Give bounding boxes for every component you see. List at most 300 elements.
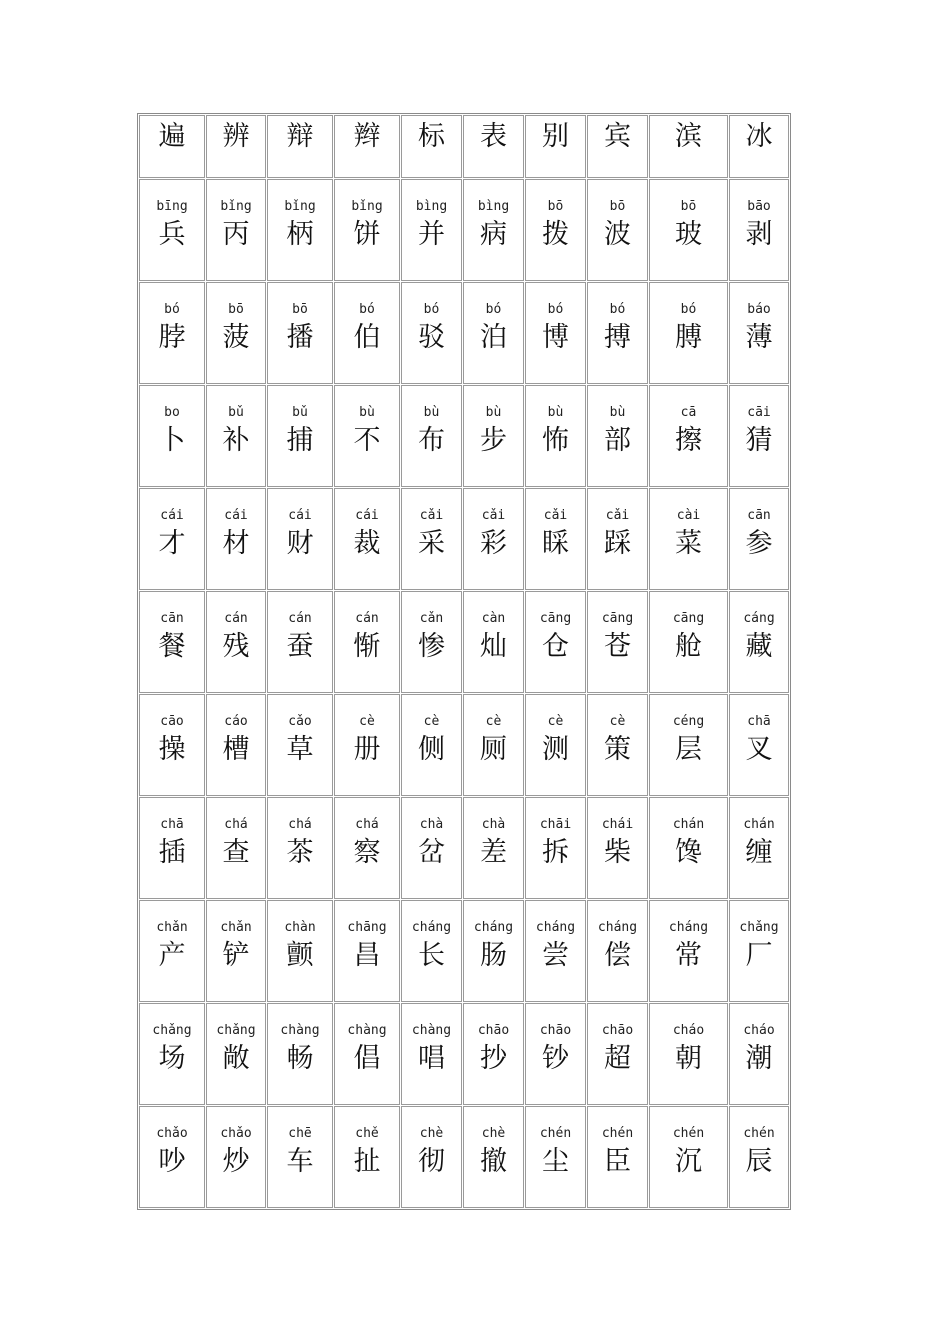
hanzi: 才 bbox=[158, 528, 186, 559]
pinyin: chě bbox=[355, 1126, 379, 1141]
pinyin: chē bbox=[288, 1126, 312, 1141]
table-row bbox=[139, 797, 789, 899]
hanzi: 睬 bbox=[542, 528, 569, 559]
hanzi: 参 bbox=[745, 528, 773, 559]
hanzi: 草 bbox=[286, 734, 314, 765]
character-cell bbox=[206, 488, 266, 590]
character-cell bbox=[267, 591, 333, 693]
hanzi: 辨 bbox=[222, 121, 250, 152]
pinyin: chǎo bbox=[156, 1126, 188, 1141]
pinyin: cè bbox=[485, 714, 502, 729]
hanzi: 册 bbox=[353, 734, 381, 765]
hanzi: 扯 bbox=[353, 1146, 381, 1177]
pinyin: bō bbox=[609, 199, 626, 214]
pinyin: cè bbox=[609, 714, 626, 729]
hanzi: 沉 bbox=[675, 1146, 702, 1177]
hanzi: 卜 bbox=[158, 425, 186, 456]
character-cell bbox=[267, 1106, 333, 1208]
character-cell bbox=[463, 797, 524, 899]
pinyin: báo bbox=[747, 302, 771, 317]
character-cell bbox=[649, 1003, 728, 1105]
hanzi: 潮 bbox=[745, 1043, 773, 1074]
pinyin: cáo bbox=[224, 714, 248, 729]
pinyin: chá bbox=[288, 817, 312, 832]
hanzi: 藏 bbox=[745, 631, 773, 662]
character-cell bbox=[587, 282, 648, 384]
pinyin: chén bbox=[672, 1126, 705, 1141]
character-cell bbox=[729, 282, 789, 384]
pinyin: chái bbox=[601, 817, 634, 832]
character-cell bbox=[649, 282, 728, 384]
character-cell bbox=[463, 488, 524, 590]
pinyin: cháo bbox=[743, 1023, 775, 1038]
character-cell bbox=[334, 115, 400, 178]
hanzi: 滨 bbox=[675, 121, 702, 152]
hanzi: 脖 bbox=[158, 322, 186, 353]
pinyin: chāng bbox=[347, 920, 387, 935]
character-cell bbox=[729, 179, 789, 281]
pinyin: cān bbox=[160, 611, 184, 626]
pinyin: cāi bbox=[747, 405, 771, 420]
pinyin: chǎng bbox=[152, 1023, 192, 1038]
character-cell bbox=[729, 797, 789, 899]
hanzi: 菠 bbox=[222, 322, 250, 353]
pinyin: bù bbox=[547, 405, 564, 420]
pinyin: cái bbox=[288, 508, 312, 523]
pinyin: chè bbox=[419, 1126, 444, 1141]
pinyin: bó bbox=[164, 302, 180, 317]
pinyin: chén bbox=[743, 1126, 775, 1141]
pinyin: bǐng bbox=[284, 199, 316, 214]
character-cell bbox=[463, 179, 524, 281]
pinyin: bǐng bbox=[351, 199, 383, 214]
table-row bbox=[139, 488, 789, 590]
hanzi: 不 bbox=[353, 425, 381, 456]
hanzi: 泊 bbox=[480, 322, 507, 353]
pinyin: cái bbox=[355, 508, 379, 523]
character-cell bbox=[401, 1106, 462, 1208]
character-cell bbox=[587, 900, 648, 1002]
character-cell bbox=[139, 900, 205, 1002]
hanzi: 层 bbox=[675, 734, 702, 765]
character-cell bbox=[267, 1003, 333, 1105]
character-cell bbox=[206, 694, 266, 796]
pinyin: chè bbox=[481, 1126, 506, 1141]
character-cell bbox=[649, 179, 728, 281]
character-cell bbox=[587, 1106, 648, 1208]
hanzi: 惨 bbox=[418, 631, 445, 662]
pinyin: bó bbox=[680, 302, 697, 317]
character-cell bbox=[139, 797, 205, 899]
hanzi: 朝 bbox=[675, 1043, 702, 1074]
table-row bbox=[139, 900, 789, 1002]
hanzi: 辫 bbox=[353, 121, 381, 152]
hanzi: 车 bbox=[286, 1146, 314, 1177]
hanzi: 仓 bbox=[542, 631, 569, 662]
character-cell bbox=[649, 694, 728, 796]
hanzi: 昌 bbox=[353, 940, 381, 971]
character-cell bbox=[463, 900, 524, 1002]
character-cell bbox=[334, 900, 400, 1002]
pinyin: cán bbox=[224, 611, 248, 626]
table-row bbox=[139, 179, 789, 281]
pinyin: cāo bbox=[160, 714, 184, 729]
hanzi: 倡 bbox=[353, 1043, 381, 1074]
table-row bbox=[139, 282, 789, 384]
pinyin: cán bbox=[288, 611, 312, 626]
pinyin: bìng bbox=[415, 199, 448, 214]
pinyin: cǎi bbox=[605, 508, 630, 523]
hanzi: 膊 bbox=[675, 322, 702, 353]
character-cell bbox=[649, 115, 728, 178]
hanzi: 拨 bbox=[542, 219, 569, 250]
pinyin: cái bbox=[224, 508, 248, 523]
hanzi: 馋 bbox=[675, 837, 702, 868]
hanzi: 剥 bbox=[745, 219, 773, 250]
character-cell bbox=[525, 1106, 586, 1208]
character-cell bbox=[649, 797, 728, 899]
hanzi: 驳 bbox=[418, 322, 445, 353]
hanzi: 丙 bbox=[222, 219, 250, 250]
hanzi: 怖 bbox=[542, 425, 569, 456]
pinyin: bō bbox=[547, 199, 564, 214]
character-cell bbox=[401, 115, 462, 178]
character-cell bbox=[649, 591, 728, 693]
hanzi: 辰 bbox=[745, 1146, 773, 1177]
pinyin: bù bbox=[485, 405, 502, 420]
character-cell bbox=[139, 115, 205, 178]
hanzi: 岔 bbox=[418, 837, 445, 868]
character-cell bbox=[729, 385, 789, 487]
pinyin: cāng bbox=[539, 611, 572, 626]
hanzi: 测 bbox=[542, 734, 569, 765]
pinyin: cài bbox=[676, 508, 701, 523]
character-cell bbox=[267, 115, 333, 178]
character-cell bbox=[525, 488, 586, 590]
pinyin: bó bbox=[609, 302, 626, 317]
hanzi: 长 bbox=[418, 940, 445, 971]
hanzi: 遍 bbox=[158, 121, 186, 152]
character-cell bbox=[139, 282, 205, 384]
hanzi: 槽 bbox=[222, 734, 250, 765]
character-cell bbox=[729, 488, 789, 590]
character-cell bbox=[401, 385, 462, 487]
character-cell bbox=[649, 1106, 728, 1208]
hanzi: 标 bbox=[418, 121, 445, 152]
hanzi: 颤 bbox=[286, 940, 314, 971]
hanzi: 表 bbox=[480, 121, 507, 152]
hanzi: 菜 bbox=[675, 528, 702, 559]
hanzi: 伯 bbox=[353, 322, 381, 353]
hanzi: 布 bbox=[418, 425, 445, 456]
hanzi: 蚕 bbox=[286, 631, 314, 662]
hanzi: 薄 bbox=[745, 322, 773, 353]
character-cell bbox=[587, 488, 648, 590]
pinyin: chāo bbox=[477, 1023, 510, 1038]
character-cell bbox=[401, 488, 462, 590]
character-cell bbox=[525, 694, 586, 796]
character-cell bbox=[206, 282, 266, 384]
hanzi: 钞 bbox=[542, 1043, 569, 1074]
character-cell bbox=[139, 179, 205, 281]
pinyin: cāng bbox=[601, 611, 634, 626]
pinyin: chàng bbox=[280, 1023, 320, 1038]
pinyin: cán bbox=[355, 611, 379, 626]
pinyin: cǎi bbox=[543, 508, 568, 523]
hanzi: 厕 bbox=[480, 734, 507, 765]
hanzi: 播 bbox=[286, 322, 314, 353]
hanzi: 臣 bbox=[604, 1146, 631, 1177]
hanzi: 拆 bbox=[542, 837, 569, 868]
hanzi: 偿 bbox=[604, 940, 631, 971]
pinyin: céng bbox=[672, 714, 705, 729]
pinyin: cǎi bbox=[419, 508, 444, 523]
hanzi: 柄 bbox=[286, 219, 314, 250]
character-cell bbox=[139, 694, 205, 796]
character-cell bbox=[334, 591, 400, 693]
hanzi: 苍 bbox=[604, 631, 631, 662]
hanzi: 冰 bbox=[745, 121, 773, 152]
character-cell bbox=[729, 1003, 789, 1105]
pinyin: chà bbox=[481, 817, 506, 832]
character-cell bbox=[463, 1106, 524, 1208]
pinyin: cháng bbox=[597, 920, 638, 935]
pinyin: bù bbox=[609, 405, 626, 420]
character-cell bbox=[587, 591, 648, 693]
character-cell bbox=[525, 900, 586, 1002]
character-cell bbox=[334, 488, 400, 590]
hanzi: 采 bbox=[418, 528, 445, 559]
hanzi: 尘 bbox=[542, 1146, 569, 1177]
hanzi: 病 bbox=[480, 219, 507, 250]
character-cell bbox=[649, 385, 728, 487]
character-cell bbox=[334, 179, 400, 281]
hanzi: 财 bbox=[286, 528, 314, 559]
character-cell bbox=[267, 488, 333, 590]
pinyin: cǎi bbox=[481, 508, 506, 523]
pinyin: cān bbox=[747, 508, 771, 523]
hanzi: 捕 bbox=[286, 425, 314, 456]
pinyin: bó bbox=[485, 302, 502, 317]
pinyin: chǎng bbox=[739, 920, 779, 935]
hanzi: 铲 bbox=[222, 940, 250, 971]
character-cell bbox=[463, 282, 524, 384]
pinyin: cāng bbox=[672, 611, 705, 626]
pinyin: chǎng bbox=[216, 1023, 256, 1038]
character-cell bbox=[206, 1106, 266, 1208]
character-cell bbox=[587, 385, 648, 487]
table-row-header bbox=[139, 115, 789, 178]
hanzi: 并 bbox=[418, 219, 445, 250]
pinyin: bǐng bbox=[220, 199, 252, 214]
hanzi: 残 bbox=[222, 631, 250, 662]
character-cell bbox=[463, 115, 524, 178]
pinyin: chàn bbox=[284, 920, 316, 935]
pinyin: cháng bbox=[411, 920, 452, 935]
pinyin: bāo bbox=[747, 199, 771, 214]
character-cell bbox=[587, 179, 648, 281]
character-cell bbox=[729, 591, 789, 693]
hanzi: 敞 bbox=[222, 1043, 250, 1074]
hanzi: 缠 bbox=[745, 837, 773, 868]
hanzi: 尝 bbox=[542, 940, 569, 971]
pinyin: chén bbox=[539, 1126, 572, 1141]
hanzi: 彻 bbox=[418, 1146, 445, 1177]
character-cell bbox=[206, 797, 266, 899]
character-cell bbox=[267, 385, 333, 487]
character-cell bbox=[206, 115, 266, 178]
hanzi: 波 bbox=[604, 219, 631, 250]
hanzi: 叉 bbox=[745, 734, 773, 765]
pinyin: cè bbox=[547, 714, 564, 729]
character-cell bbox=[139, 591, 205, 693]
pinyin: chāi bbox=[539, 817, 572, 832]
character-cell bbox=[267, 694, 333, 796]
hanzi: 宾 bbox=[604, 121, 631, 152]
character-cell bbox=[334, 282, 400, 384]
hanzi: 猜 bbox=[745, 425, 773, 456]
character-cell bbox=[206, 591, 266, 693]
pinyin: cháo bbox=[672, 1023, 705, 1038]
pinyin: bǔ bbox=[292, 405, 308, 420]
pinyin: chā bbox=[160, 817, 184, 832]
character-cell bbox=[525, 282, 586, 384]
pinyin: chàng bbox=[411, 1023, 452, 1038]
character-cell bbox=[729, 1106, 789, 1208]
table-row bbox=[139, 1106, 789, 1208]
hanzi: 部 bbox=[604, 425, 631, 456]
character-cell bbox=[649, 488, 728, 590]
hanzi: 场 bbox=[158, 1043, 186, 1074]
pinyin: chǎn bbox=[220, 920, 252, 935]
character-cell bbox=[139, 1003, 205, 1105]
table-row bbox=[139, 591, 789, 693]
hanzi: 产 bbox=[158, 940, 186, 971]
character-cell bbox=[206, 900, 266, 1002]
pinyin: bó bbox=[423, 302, 440, 317]
character-cell bbox=[587, 115, 648, 178]
character-cell bbox=[401, 282, 462, 384]
character-cell bbox=[525, 115, 586, 178]
pinyin: cǎn bbox=[419, 611, 444, 626]
pinyin: bīng bbox=[156, 199, 188, 214]
pinyin: càn bbox=[481, 611, 506, 626]
pinyin: chén bbox=[601, 1126, 634, 1141]
table-row bbox=[139, 694, 789, 796]
pinyin: chāo bbox=[539, 1023, 572, 1038]
hanzi: 别 bbox=[542, 121, 569, 152]
hanzi: 吵 bbox=[158, 1146, 186, 1177]
character-cell bbox=[587, 1003, 648, 1105]
pinyin: bó bbox=[359, 302, 375, 317]
hanzi: 茶 bbox=[286, 837, 314, 868]
hanzi: 兵 bbox=[158, 219, 186, 250]
character-cell bbox=[401, 694, 462, 796]
character-cell bbox=[334, 1003, 400, 1105]
character-cell bbox=[729, 694, 789, 796]
hanzi: 察 bbox=[353, 837, 381, 868]
character-cell bbox=[401, 900, 462, 1002]
table-body bbox=[139, 115, 789, 1208]
pinyin: chá bbox=[355, 817, 379, 832]
pinyin: bù bbox=[359, 405, 375, 420]
hanzi: 踩 bbox=[604, 528, 631, 559]
character-cell bbox=[463, 1003, 524, 1105]
pinyin: cáng bbox=[743, 611, 775, 626]
hanzi: 裁 bbox=[353, 528, 381, 559]
character-cell bbox=[139, 1106, 205, 1208]
character-cell bbox=[649, 900, 728, 1002]
hanzi: 肠 bbox=[480, 940, 507, 971]
character-cell bbox=[729, 115, 789, 178]
pinyin: cháng bbox=[668, 920, 709, 935]
hanzi: 唱 bbox=[418, 1043, 445, 1074]
hanzi: 饼 bbox=[353, 219, 381, 250]
character-cell bbox=[206, 1003, 266, 1105]
hanzi: 畅 bbox=[286, 1043, 314, 1074]
hanzi: 彩 bbox=[480, 528, 507, 559]
character-cell bbox=[525, 179, 586, 281]
hanzi: 搏 bbox=[604, 322, 631, 353]
character-cell bbox=[729, 900, 789, 1002]
pinyin: bo bbox=[164, 405, 180, 420]
character-cell bbox=[401, 797, 462, 899]
hanzi: 玻 bbox=[675, 219, 702, 250]
pinyin: chā bbox=[747, 714, 771, 729]
hanzi: 材 bbox=[222, 528, 250, 559]
character-cell bbox=[334, 694, 400, 796]
character-cell bbox=[206, 385, 266, 487]
character-cell bbox=[525, 1003, 586, 1105]
character-cell bbox=[525, 385, 586, 487]
character-cell bbox=[139, 488, 205, 590]
pinyin: chāo bbox=[601, 1023, 634, 1038]
character-cell bbox=[463, 385, 524, 487]
pinyin: bù bbox=[423, 405, 440, 420]
character-cell bbox=[267, 179, 333, 281]
pinyin: chǎo bbox=[220, 1126, 252, 1141]
hanzi: 辩 bbox=[286, 121, 314, 152]
pinyin: chàng bbox=[347, 1023, 387, 1038]
character-cell bbox=[334, 797, 400, 899]
hanzi: 炒 bbox=[222, 1146, 250, 1177]
table-row bbox=[139, 385, 789, 487]
hanzi: 超 bbox=[604, 1043, 631, 1074]
hanzi: 差 bbox=[480, 837, 507, 868]
table-row bbox=[139, 1003, 789, 1105]
character-cell bbox=[463, 694, 524, 796]
character-cell bbox=[267, 282, 333, 384]
pinyin: cháng bbox=[535, 920, 576, 935]
pinyin: bǔ bbox=[228, 405, 244, 420]
hanzi: 厂 bbox=[745, 940, 773, 971]
hanzi: 餐 bbox=[158, 631, 186, 662]
character-cell bbox=[267, 900, 333, 1002]
pinyin: bìng bbox=[477, 199, 510, 214]
hanzi: 博 bbox=[542, 322, 569, 353]
pinyin: chán bbox=[672, 817, 705, 832]
hanzi: 撤 bbox=[480, 1146, 507, 1177]
pinyin: cǎo bbox=[288, 714, 312, 729]
character-cell bbox=[206, 179, 266, 281]
hanzi: 柴 bbox=[604, 837, 631, 868]
pinyin: bō bbox=[680, 199, 697, 214]
pinyin: cè bbox=[423, 714, 440, 729]
pinyin-character-table bbox=[137, 113, 791, 1210]
pinyin: chán bbox=[743, 817, 775, 832]
hanzi: 操 bbox=[158, 734, 186, 765]
pinyin: cháng bbox=[473, 920, 514, 935]
